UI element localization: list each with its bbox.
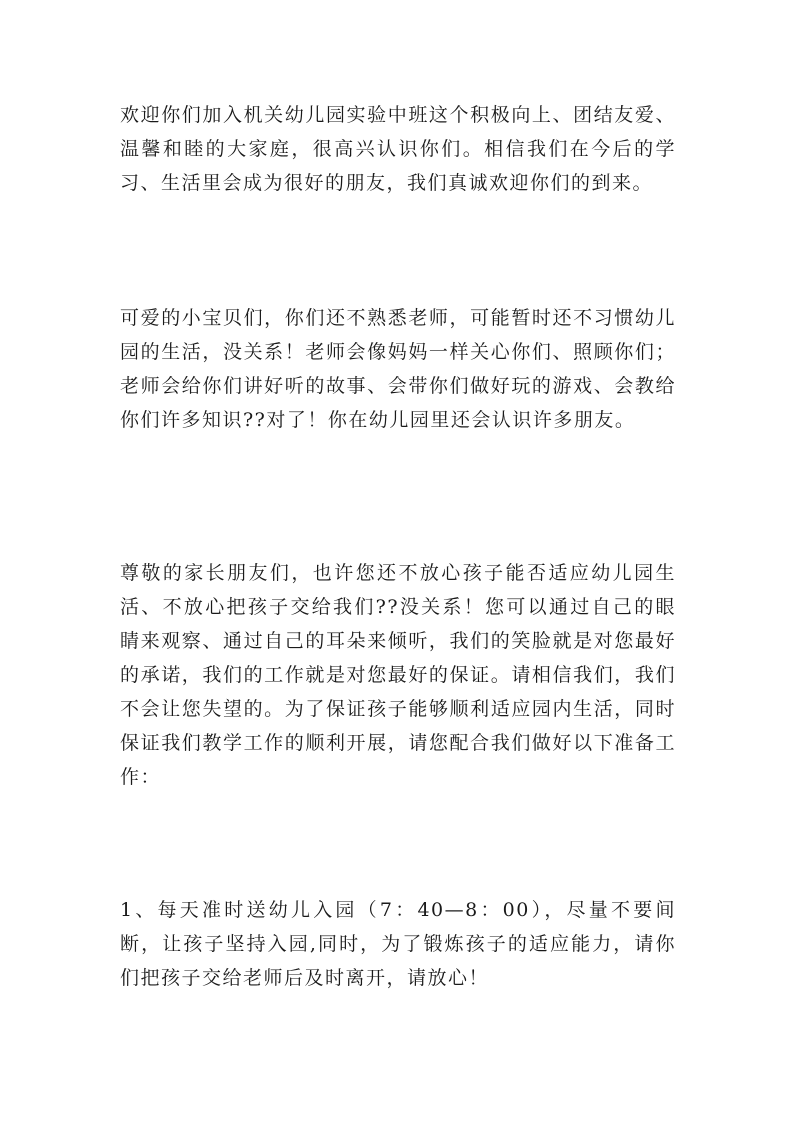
paragraph-welcome: 欢迎你们加入机关幼儿园实验中班这个积极向上、团结友爱、温馨和睦的大家庭，很高兴认识你们。相信我们在今后的学习、生活里会成为很好的朋友，我们真诚欢迎你们的到来。 xyxy=(120,104,676,194)
paragraph-to-children: 可爱的小宝贝们，你们还不熟悉老师，可能暂时还不习惯幼儿园的生活，没关系！老师会像妈妈一样关心你们、照顾你们；老师会给你们讲好听的故事、会带你们做好玩的游戏、会教给你们许多知识??对了！你在幼儿园里还会认识许多朋友。 xyxy=(120,307,676,431)
paragraph-item-1: 1、每天准时送幼儿入园（7：40—8：00），尽量不要间断，让孩子坚持入园,同时，为了锻炼孩子的适应能力，请你们把孩子交给老师后及时离开，请放心！ xyxy=(120,899,676,989)
paragraph-to-parents: 尊敬的家长朋友们，也许您还不放心孩子能否适应幼儿园生活、不放心把孩子交给我们??没关系！您可以通过自己的眼睛来观察、通过自己的耳朵来倾听，我们的笑脸就是对您最好的承诺，我们的工作就是对您最好的保证。请相信我们，我们不会让您失望的。为了保证孩子能够顺利适应园内生活，同时保证我们教学工作的顺利开展，请您配合我们做好以下准备工作： xyxy=(120,562,676,788)
